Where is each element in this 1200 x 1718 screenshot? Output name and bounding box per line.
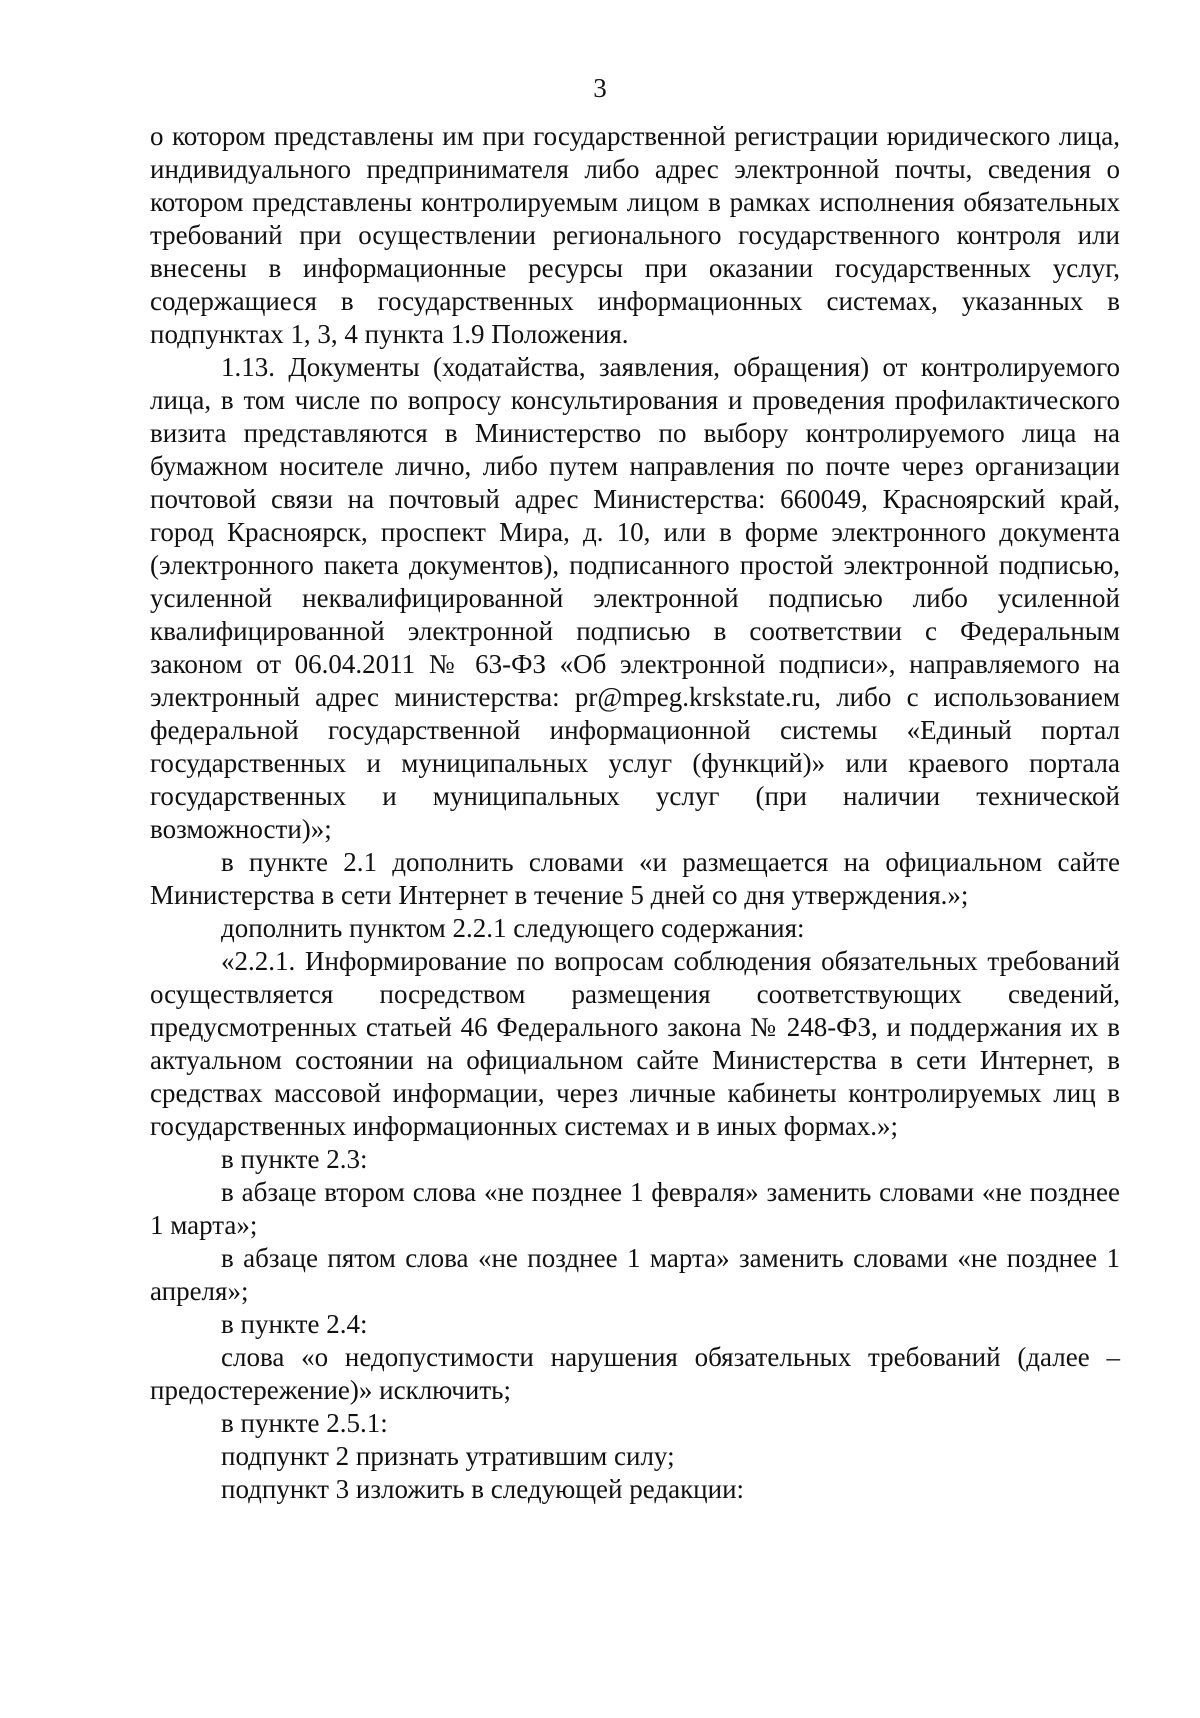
paragraph-subitem-3: подпункт 3 изложить в следующей редакции:	[221, 1474, 745, 1504]
paragraph-item-2-5-1: в пункте 2.5.1:	[221, 1408, 388, 1438]
paragraph-add-2-2-1: дополнить пунктом 2.2.1 следующего содержания:	[221, 913, 805, 943]
paragraph-item-2-3: в пункте 2.3:	[221, 1144, 368, 1174]
document-body	[150, 120, 1120, 1506]
paragraph-item-1-13: 1.13. Документы (ходатайства, заявления, обращения) от контролируемого лица, в том числе по вопросу консультирования и проведения профилактического визита представляются в Министерство по выбору контролируемого лица на бумажном носителе лично, либо путем направления по почте через организации почтовой связи на почтовый адрес Министерства: 660049, Красноярский край, город Красноярск, проспект Мира, д. 10, или в форме электронного документа (электронного пакета документов), подписанного простой электронной подписью, усиленной неквалифицированной электронной подписью либо усиленной квалифицированной электронной подписью в соответствии с Федеральным законом от 06.04.2011 № 63-ФЗ «Об электронной подписи», направляемого на электронный адрес министерства: pr@mpeg.krskstate.ru, либо с использованием федеральной государственной информационной системы «Единый портал государственных и муниципальных услуг (функций)» или краевого портала государственных и муниципальных услуг (при наличии технической возможности)»;	[150, 352, 1120, 844]
paragraph-item-2-1: в пункте 2.1 дополнить словами «и размещается на официальном сайте Министерства в сети Интернет в течение 5 дней со дня утверждения.»;	[150, 847, 1120, 910]
paragraph-subitem-2: подпункт 2 признать утратившим силу;	[221, 1441, 675, 1471]
paragraph-2-3-fifth: в абзаце пятом слова «не позднее 1 марта» заменить словами «не позднее 1 апреля»;	[150, 1243, 1120, 1306]
paragraph-item-2-4: в пункте 2.4:	[221, 1309, 368, 1339]
page-number: 3	[593, 73, 607, 103]
paragraph-continuation: о котором представлены им при государственной регистрации юридического лица, индивидуального предпринимателя либо адрес электронной почты, сведения о котором представлены контролируемым лицом в рамках исполнения обязательных требований при осуществлении регионального государственного контроля или внесены в информационные ресурсы при оказании государственных услуг, содержащиеся в государственных информационных системах, указанных в подпунктах 1, 3, 4 пункта 1.9 Положения.	[150, 121, 1120, 349]
paragraph-2-3-second: в абзаце втором слова «не позднее 1 февраля» заменить словами «не позднее 1 марта»;	[150, 1177, 1120, 1240]
paragraph-item-2-2-1: «2.2.1. Информирование по вопросам соблюдения обязательных требований осуществляется посредством размещения соответствующих сведений, предусмотренных статьей 46 Федерального закона № 248-ФЗ, и поддержания их в актуальном состоянии на официальном сайте Министерства в сети Интернет, в средствах массовой информации, через личные кабинеты контролируемых лиц в государственных информационных системах и в иных формах.»;	[150, 946, 1120, 1141]
paragraph-2-4-words: слова «о недопустимости нарушения обязательных требований (далее – предостережение)» исключить;	[150, 1342, 1120, 1405]
